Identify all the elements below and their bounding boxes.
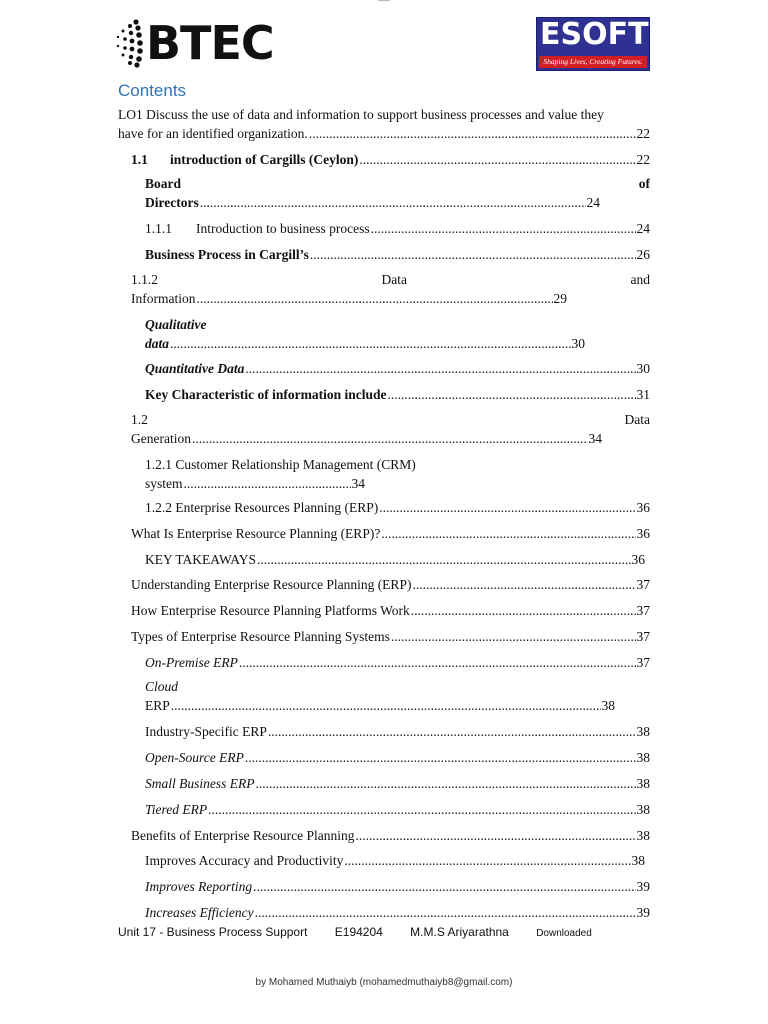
toc-page-number: 38 [636,776,650,791]
toc-entry-text: and [630,272,650,287]
toc-entry-benefits-erp[interactable] [131,826,650,845]
toc-section-number: 1.2 [131,412,148,427]
toc-entry-open-source-erp[interactable] [145,748,650,767]
top-mark [378,0,390,1]
toc-entry-lo1[interactable] [118,105,650,143]
toc-entry-text: Data [381,272,407,287]
footer-student-id: E194204 [334,925,383,939]
toc-page-number: 37 [636,655,650,670]
toc-entry-text: Improves Accuracy and Productivity [145,853,344,868]
toc-entry-tiered-erp[interactable] [145,800,650,819]
btec-dots-icon [114,18,144,68]
toc-entry-how-erp-works[interactable] [131,601,650,620]
toc-entry-1-1-2[interactable] [131,270,650,308]
toc-entry-types-of-erp[interactable] [131,627,650,646]
footer-author: M.M.S Ariyarathna [410,925,509,939]
toc-entry-text: Types of Enterprise Resource Planning Systems [131,629,390,644]
toc-page-number: 38 [636,724,650,739]
toc-page-number: 36 [636,500,650,515]
toc-page-number: 36 [631,552,645,567]
toc-entry-text: On-Premise ERP [145,655,238,670]
toc-entry-1-2-2[interactable] [145,498,650,517]
toc-entry-text: Information [131,291,196,306]
toc-entry-text: Cloud [145,679,179,694]
toc-page-number: 24 [636,221,650,236]
toc-page-number: 30 [636,361,650,376]
toc-entry-text: Understanding Enterprise Resource Planning (ERP) [131,577,412,592]
toc-entry-text: Increases Efficiency [145,905,254,920]
toc-entry-text: What Is Enterprise Resource Planning (ERP)? [131,526,381,541]
toc-entry-text: KEY TAKEAWAYS [145,552,256,567]
toc-entry-business-process[interactable] [145,245,650,264]
toc-entry-text: introduction of Cargills (Ceylon) [170,152,359,167]
toc-entry-understanding-erp[interactable] [131,575,650,594]
toc-entry-industry-specific-erp[interactable] [145,722,650,741]
toc-entry-text: How Enterprise Resource Planning Platforms Work [131,603,410,618]
toc-entry-1-1-1[interactable] [145,219,650,238]
toc-page-number: 38 [631,853,645,868]
toc-entry-text: data [145,336,170,351]
toc-entry-1-1[interactable] [131,150,650,169]
contents-heading: Contents [118,81,187,100]
toc-entry-text: Directors [145,195,199,210]
footer-downloaded-note: Downloaded [536,928,592,939]
toc-entry-text: Generation [131,431,191,446]
toc-entry-text: Board [145,176,182,191]
toc-entry-text: Small Business ERP [145,776,255,791]
esoft-logo [536,17,650,71]
toc-page-number: 34 [351,476,365,491]
toc-page-number: 26 [636,247,650,262]
toc-page-number: 37 [636,603,650,618]
toc-page-number: 24 [586,195,600,210]
toc-entry-text: Tiered ERP [145,802,208,817]
toc-page-number: 31 [636,387,650,402]
toc-page-number: 38 [636,750,650,765]
toc-section-number: 1.1.2 [131,272,158,287]
toc-entry-1-2[interactable] [131,410,650,448]
toc-page-number: 37 [636,577,650,592]
page-footer [118,925,592,939]
toc-entry-improves-accuracy[interactable] [145,851,645,870]
toc-entry-text: Qualitative [145,317,207,332]
footer-unit: Unit 17 - Business Process Support [118,925,308,939]
toc-entry-text: system [145,476,183,491]
toc-entry-text: of [638,176,650,191]
toc-entry-text: Quantitative Data [145,361,245,376]
toc-entry-text: Key Characteristic of information include [145,387,387,402]
toc-entry-qualitative[interactable] [145,315,650,353]
toc-entry-quantitative[interactable] [145,359,650,378]
toc-entry-board[interactable] [145,174,650,212]
toc-entry-text: have for an identified organization. [118,126,308,141]
btec-logo [114,16,274,70]
toc-entry-key-takeaways[interactable] [145,550,645,569]
toc-page-number: 22 [636,152,650,167]
toc-page-number: 34 [588,431,602,446]
toc-entry-text: Business Process in Cargill’s [145,247,309,262]
toc-entry-text: ERP [145,698,170,713]
toc-entry-cloud-erp[interactable] [145,677,650,715]
toc-entry-text: Industry-Specific ERP [145,724,267,739]
toc-entry-text: Open-Source ERP [145,750,244,765]
toc-entry-text: Improves Reporting [145,879,253,894]
toc-entry-increases-efficiency[interactable] [145,903,650,922]
toc-entry-text: 1.2.2 Enterprise Resources Planning (ERP) [145,500,379,515]
toc-section-number: 1.1.1 [145,221,172,236]
toc-entry-1-2-1[interactable] [145,455,650,493]
toc-page-number: 37 [636,629,650,644]
toc-section-number: 1.1 [131,152,148,167]
toc-entry-key-characteristic[interactable] [145,385,650,404]
toc-page-number: 30 [571,336,585,351]
toc-page-number: 36 [636,526,650,541]
toc-page-number: 38 [636,828,650,843]
esoft-wordmark: ESOFT [540,17,649,52]
esoft-tagline: Shaping Lives, Creating Futures. [539,56,647,68]
toc-entry-text: 1.2.1 Customer Relationship Management (CRM) [145,457,416,472]
toc-page-number: 39 [636,905,650,920]
toc-page-number: 22 [636,126,650,141]
toc-entry-improves-reporting[interactable] [145,877,650,896]
toc-entry-what-is-erp[interactable] [131,524,650,543]
toc-page-number: 29 [553,291,567,306]
toc-entry-on-premise-erp[interactable] [145,653,650,672]
toc-page-number: 38 [636,802,650,817]
toc-entry-small-business-erp[interactable] [145,774,650,793]
toc-entry-text: Benefits of Enterprise Resource Planning [131,828,355,843]
toc-entry-text: LO1 Discuss the use of data and information to support business processes and value they [118,107,604,122]
toc-entry-text: Introduction to business process [196,221,370,236]
toc-entry-text: Data [624,412,650,427]
toc-page-number: 38 [601,698,615,713]
btec-wordmark: BTEC [146,16,274,70]
toc-page-number: 39 [636,879,650,894]
download-attribution: by Mohamed Muthaiyb (mohamedmuthaiyb8@gmail.com) [255,977,513,988]
